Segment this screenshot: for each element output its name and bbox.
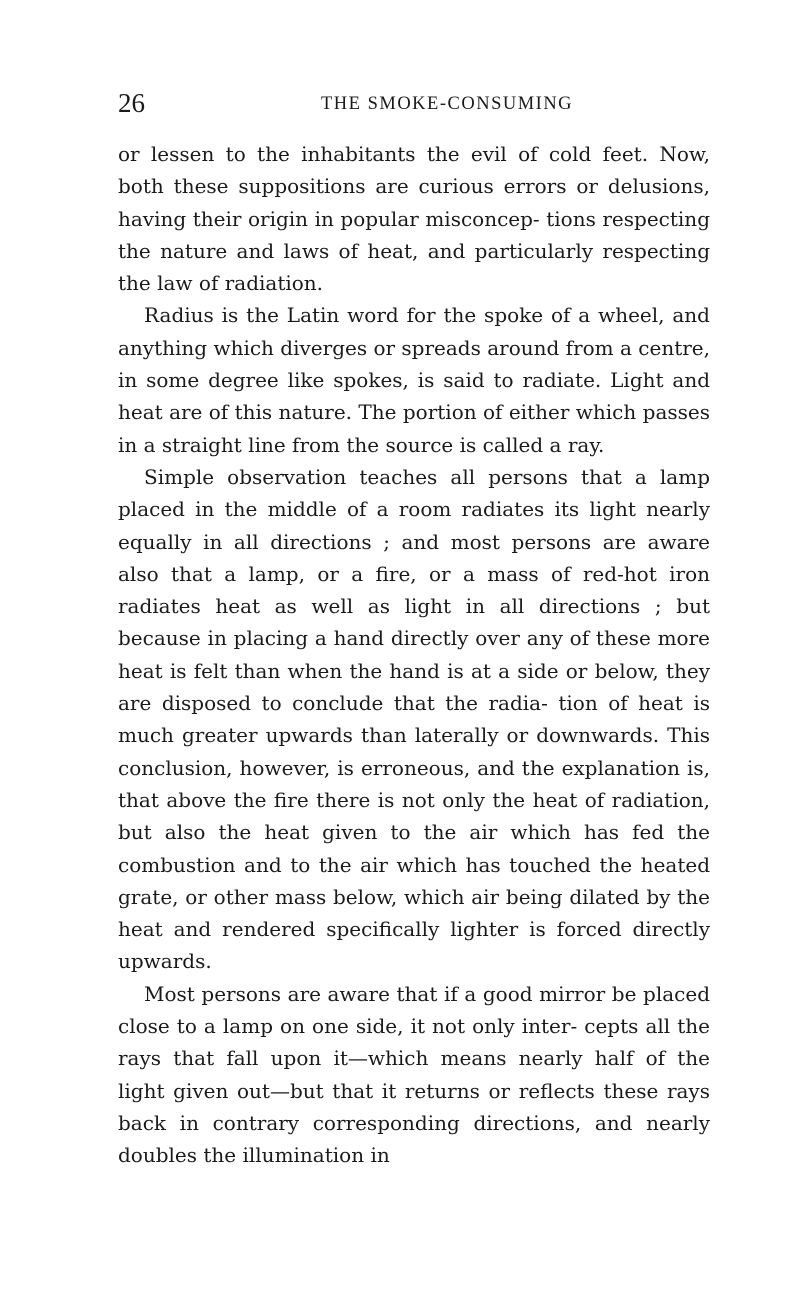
body-text bbox=[118, 138, 710, 1172]
running-head: THE SMOKE-CONSUMING bbox=[321, 94, 574, 114]
page-header bbox=[118, 88, 628, 118]
paragraph-simple-observation: Simple observation teaches all persons that a lamp placed in the middle of a room radiates its light nearly equally in all directions ; and most persons are aware also that a lamp, or a fire, or a mass of red-hot iron radiates heat as well as light in all directions ; but because in placing a hand directly over any of these more heat is felt than when the hand is at a side or below, they are disposed to conclude that the radia- tion of heat is much greater upwards than laterally or downwards. This conclusion, however, is erroneous, and the explanation is, that above the fire there is not only the heat of radiation, but also the heat given to the air which has fed the combustion and to the air which has touched the heated grate, or other mass below, which air being dilated by the heat and rendered specifically lighter is forced directly upwards. bbox=[118, 464, 710, 974]
page-number: 26 bbox=[118, 88, 145, 118]
paragraph-radius: Radius is the Latin word for the spoke of a wheel, and anything which diverges or spreads around from a centre, in some degree like spokes, is said to radiate. Light and heat are of this nature. The portion of either which passes in a straight line from the source is called a ray. bbox=[118, 303, 710, 457]
paragraph-mirror: Most persons are aware that if a good mirror be placed close to a lamp on one side, it not only inter- cepts all the rays that fall upon it—which means nearly half of the light given out—but that it returns or reflects these rays back in contrary corresponding directions, and nearly doubles the illumination in bbox=[118, 981, 710, 1168]
paragraph-continued: or lessen to the inhabitants the evil of cold feet. Now, both these suppositions are curious errors or delusions, having their origin in popular misconcep- tions respecting the nature and laws of heat, and particularly respecting the law of radiation. bbox=[118, 142, 710, 296]
